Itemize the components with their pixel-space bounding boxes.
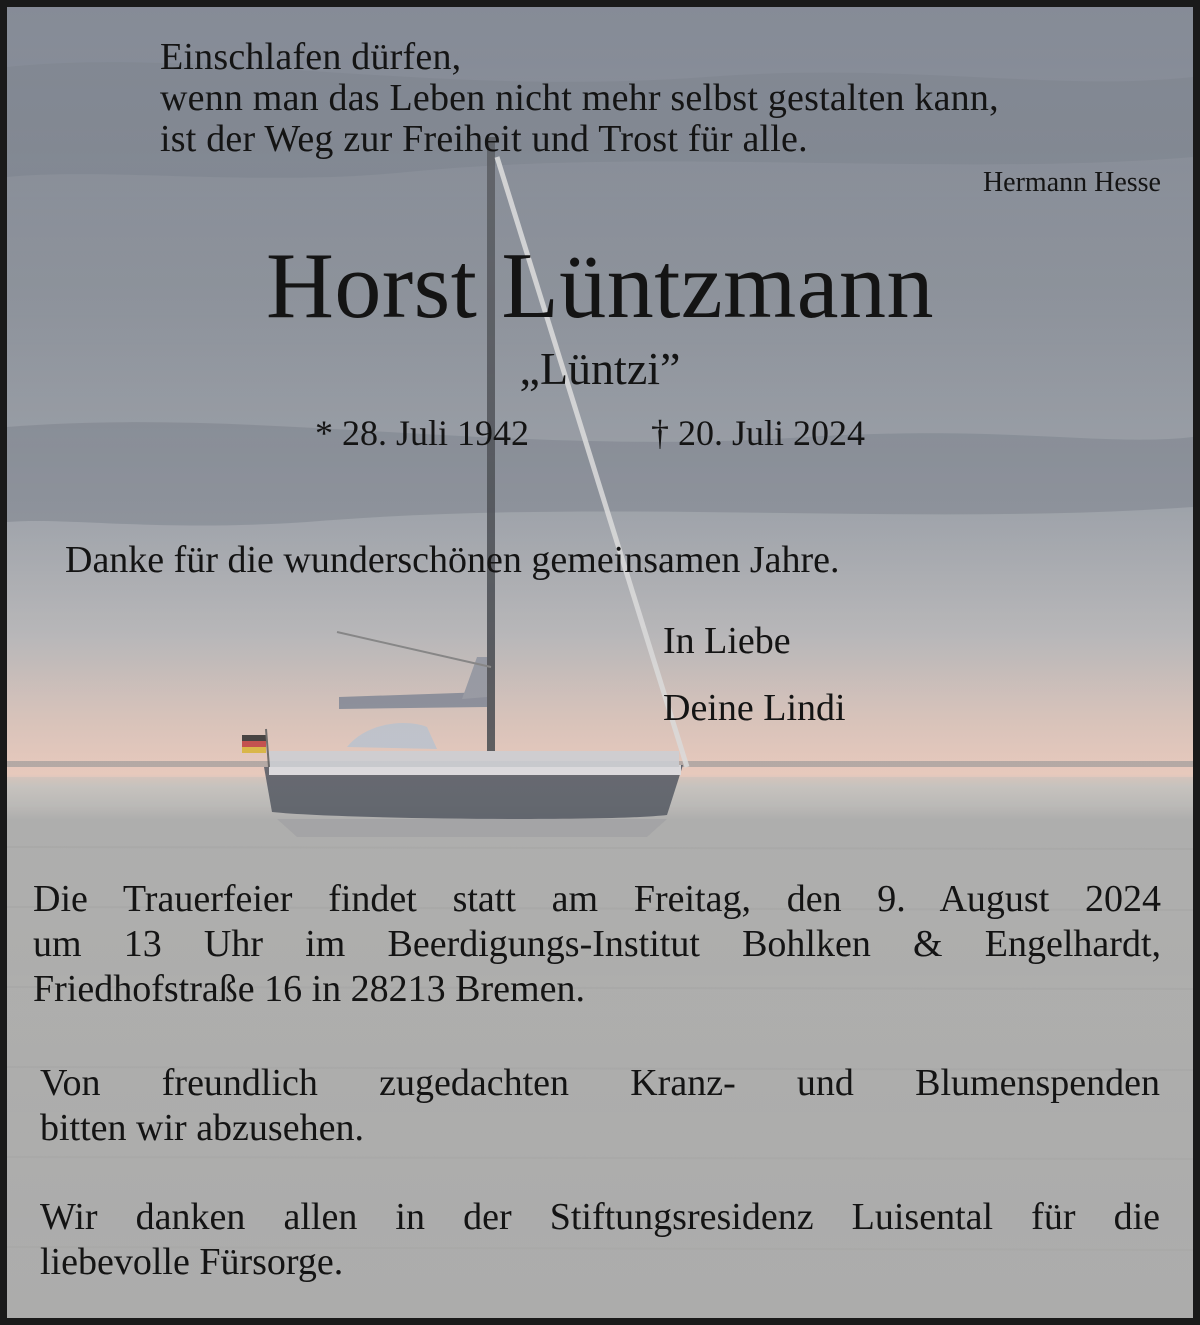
care-line: Wir danken allen in der Stiftungsresidenz Luisental für die bbox=[40, 1196, 1160, 1238]
thanks-message: Danke für die wunderschönen gemeinsamen Jahre. bbox=[65, 539, 840, 581]
funeral-details bbox=[33, 877, 1161, 1012]
flowers-request bbox=[40, 1061, 1160, 1151]
birth-date: * 28. Juli 1942 bbox=[315, 413, 530, 453]
quote-line: Einschlafen dürfen, bbox=[160, 36, 462, 78]
funeral-line: um 13 Uhr im Beerdigungs-Institut Bohlken & Engelhardt, bbox=[33, 923, 1161, 965]
funeral-line: Die Trauerfeier findet statt am Freitag, den 9. August 2024 bbox=[33, 878, 1161, 920]
quote-line: ist der Weg zur Freiheit und Trost für alle. bbox=[160, 118, 808, 160]
funeral-line: Friedhofstraße 16 in 28213 Bremen. bbox=[33, 968, 585, 1010]
epigraph-quote bbox=[160, 37, 999, 160]
deceased-name: Horst Lüntzmann bbox=[266, 234, 934, 338]
quote-line: wenn man das Leben nicht mehr selbst gestalten kann, bbox=[160, 77, 999, 119]
flowers-line: bitten wir abzusehen. bbox=[40, 1107, 364, 1149]
quote-author: Hermann Hesse bbox=[982, 167, 1161, 198]
care-line: liebevolle Fürsorge. bbox=[40, 1241, 344, 1283]
deceased-nickname: „Lüntzi” bbox=[519, 343, 681, 394]
closing-phrase: In Liebe bbox=[663, 620, 791, 662]
death-date: † 20. Juli 2024 bbox=[651, 413, 866, 453]
flowers-line: Von freundlich zugedachten Kranz- und Blumenspenden bbox=[40, 1062, 1160, 1104]
signature: Deine Lindi bbox=[663, 687, 846, 729]
care-thanks bbox=[40, 1195, 1160, 1285]
